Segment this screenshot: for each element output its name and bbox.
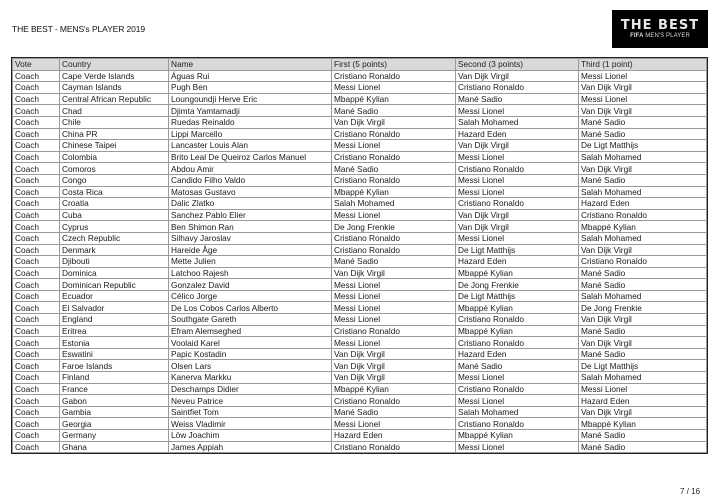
cell-country: Germany [60, 430, 169, 442]
cell-second: Messi Lionel [456, 186, 579, 198]
cell-third: Cristiano Ronaldo [579, 209, 707, 221]
cell-country: Eswatini [60, 348, 169, 360]
cell-name: Ruedas Reinaldo [169, 116, 332, 128]
cell-name: Efram Alemseghed [169, 325, 332, 337]
cell-vote: Coach [13, 395, 60, 407]
cell-name: Olsen Lars [169, 360, 332, 372]
cell-third: Salah Mohamed [579, 186, 707, 198]
table-row [13, 128, 707, 140]
cell-first: Messi Lionel [332, 209, 456, 221]
cell-second: Messi Lionel [456, 372, 579, 384]
cell-country: Chile [60, 116, 169, 128]
cell-vote: Coach [13, 372, 60, 384]
cell-vote: Coach [13, 406, 60, 418]
table-row [13, 198, 707, 210]
cell-first: Mané Sadio [332, 105, 456, 117]
cell-vote: Coach [13, 441, 60, 453]
logo-title: THE BEST [620, 17, 700, 33]
table-row [13, 256, 707, 268]
cell-vote: Coach [13, 82, 60, 94]
cell-first: Van Dijk Virgil [332, 372, 456, 384]
cell-second: De Ligt Matthijs [456, 290, 579, 302]
cell-third: Cristiano Ronaldo [579, 256, 707, 268]
cell-second: Hazard Eden [456, 128, 579, 140]
table-row [13, 360, 707, 372]
cell-first: Mané Sadio [332, 256, 456, 268]
table-row [13, 140, 707, 152]
table-row [13, 82, 707, 94]
table-row [13, 383, 707, 395]
cell-country: England [60, 314, 169, 326]
cell-second: De Jong Frenkie [456, 279, 579, 291]
cell-name: Sanchez Pablo Elier [169, 209, 332, 221]
cell-country: Dominican Republic [60, 279, 169, 291]
cell-second: Messi Lionel [456, 174, 579, 186]
cell-first: Messi Lionel [332, 290, 456, 302]
header-country: Country [60, 59, 169, 71]
table-row [13, 186, 707, 198]
cell-second: Cristiano Ronaldo [456, 314, 579, 326]
cell-second: Salah Mohamed [456, 406, 579, 418]
cell-first: Messi Lionel [332, 314, 456, 326]
cell-name: Matosas Gustavo [169, 186, 332, 198]
cell-name: Loungoundji Herve Eric [169, 93, 332, 105]
cell-second: Hazard Eden [456, 348, 579, 360]
cell-name: Lancaster Louis Alan [169, 140, 332, 152]
cell-country: Georgia [60, 418, 169, 430]
table-row [13, 337, 707, 349]
cell-name: Lippi Marcello [169, 128, 332, 140]
cell-vote: Coach [13, 174, 60, 186]
votes-table [12, 58, 707, 453]
cell-country: Faroe Islands [60, 360, 169, 372]
cell-first: Messi Lionel [332, 140, 456, 152]
cell-first: Cristiano Ronaldo [332, 128, 456, 140]
cell-vote: Coach [13, 198, 60, 210]
cell-country: Ghana [60, 441, 169, 453]
header-name: Name [169, 59, 332, 71]
cell-country: Cayman Islands [60, 82, 169, 94]
cell-third: Salah Mohamed [579, 372, 707, 384]
cell-first: Van Dijk Virgil [332, 267, 456, 279]
logo-mens-player: MEN'S PLAYER [645, 32, 690, 39]
cell-name: Silhavy Jaroslav [169, 232, 332, 244]
cell-name: Papic Kostadin [169, 348, 332, 360]
table-row [13, 290, 707, 302]
cell-second: Mané Sadio [456, 360, 579, 372]
table-row [13, 232, 707, 244]
cell-third: Mané Sadio [579, 430, 707, 442]
cell-name: Gonzalez David [169, 279, 332, 291]
cell-country: Eritrea [60, 325, 169, 337]
cell-second: Mbappé Kylian [456, 325, 579, 337]
cell-third: Van Dijk Virgil [579, 82, 707, 94]
cell-third: Mané Sadio [579, 174, 707, 186]
cell-vote: Coach [13, 325, 60, 337]
cell-second: Cristiano Ronaldo [456, 383, 579, 395]
cell-name: Neveu Patrice [169, 395, 332, 407]
table-row [13, 116, 707, 128]
cell-first: De Jong Frenkie [332, 221, 456, 233]
cell-vote: Coach [13, 151, 60, 163]
cell-country: Czech Republic [60, 232, 169, 244]
cell-first: Mbappé Kylian [332, 93, 456, 105]
cell-first: Cristiano Ronaldo [332, 151, 456, 163]
cell-first: Cristiano Ronaldo [332, 395, 456, 407]
cell-name: De Los Cobos Carlos Alberto [169, 302, 332, 314]
cell-second: Messi Lionel [456, 105, 579, 117]
cell-country: France [60, 383, 169, 395]
cell-name: Abdou Amir [169, 163, 332, 175]
cell-second: Mbappé Kylian [456, 430, 579, 442]
cell-third: De Ligt Matthijs [579, 360, 707, 372]
logo-fifa: FIFA [630, 32, 644, 39]
table-row [13, 93, 707, 105]
cell-second: De Ligt Matthijs [456, 244, 579, 256]
document-title: THE BEST - MENS's PLAYER 2019 [12, 24, 146, 34]
cell-third: Messi Lionel [579, 93, 707, 105]
cell-vote: Coach [13, 314, 60, 326]
cell-third: Mané Sadio [579, 267, 707, 279]
table-row [13, 406, 707, 418]
cell-country: Croatia [60, 198, 169, 210]
cell-vote: Coach [13, 383, 60, 395]
cell-first: Hazard Eden [332, 430, 456, 442]
cell-name: Dalic Zlatko [169, 198, 332, 210]
cell-name: Ben Shimon Ran [169, 221, 332, 233]
cell-third: Mané Sadio [579, 279, 707, 291]
cell-first: Messi Lionel [332, 82, 456, 94]
table-row [13, 441, 707, 453]
cell-vote: Coach [13, 360, 60, 372]
table-row [13, 163, 707, 175]
cell-vote: Coach [13, 348, 60, 360]
cell-country: Gabon [60, 395, 169, 407]
cell-third: Salah Mohamed [579, 151, 707, 163]
cell-name: Latchoo Rajesh [169, 267, 332, 279]
page-number: 7 / 16 [680, 487, 701, 496]
cell-first: Mbappé Kylian [332, 383, 456, 395]
cell-country: Chad [60, 105, 169, 117]
cell-name: Southgate Gareth [169, 314, 332, 326]
cell-second: Mbappé Kylian [456, 267, 579, 279]
table-row [13, 302, 707, 314]
cell-vote: Coach [13, 290, 60, 302]
cell-country: El Salvador [60, 302, 169, 314]
cell-third: Salah Mohamed [579, 232, 707, 244]
cell-vote: Coach [13, 279, 60, 291]
cell-vote: Coach [13, 140, 60, 152]
cell-second: Cristiano Ronaldo [456, 163, 579, 175]
table-row [13, 430, 707, 442]
table-row [13, 314, 707, 326]
cell-third: Van Dijk Virgil [579, 105, 707, 117]
cell-name: Löw Joachim [169, 430, 332, 442]
cell-vote: Coach [13, 302, 60, 314]
cell-second: Van Dijk Virgil [456, 70, 579, 82]
cell-first: Van Dijk Virgil [332, 360, 456, 372]
cell-country: Dominica [60, 267, 169, 279]
cell-second: Cristiano Ronaldo [456, 82, 579, 94]
cell-second: Salah Mohamed [456, 116, 579, 128]
cell-country: China PR [60, 128, 169, 140]
cell-third: Mané Sadio [579, 441, 707, 453]
cell-country: Denmark [60, 244, 169, 256]
cell-second: Mbappé Kylian [456, 302, 579, 314]
cell-third: Mané Sadio [579, 116, 707, 128]
cell-vote: Coach [13, 70, 60, 82]
cell-second: Messi Lionel [456, 395, 579, 407]
cell-vote: Coach [13, 267, 60, 279]
cell-first: Van Dijk Virgil [332, 348, 456, 360]
cell-first: Messi Lionel [332, 337, 456, 349]
cell-first: Cristiano Ronaldo [332, 232, 456, 244]
cell-first: Mané Sadio [332, 163, 456, 175]
table-row [13, 244, 707, 256]
cell-country: Costa Rica [60, 186, 169, 198]
cell-country: Chinese Taipei [60, 140, 169, 152]
cell-third: Messi Lionel [579, 383, 707, 395]
cell-country: Colombia [60, 151, 169, 163]
cell-country: Cyprus [60, 221, 169, 233]
votes-table-container [11, 57, 708, 454]
cell-vote: Coach [13, 430, 60, 442]
cell-second: Cristiano Ronaldo [456, 198, 579, 210]
cell-vote: Coach [13, 163, 60, 175]
cell-country: Djibouti [60, 256, 169, 268]
table-row [13, 325, 707, 337]
cell-third: Van Dijk Virgil [579, 244, 707, 256]
cell-country: Congo [60, 174, 169, 186]
header-second: Second (3 points) [456, 59, 579, 71]
cell-vote: Coach [13, 128, 60, 140]
cell-vote: Coach [13, 105, 60, 117]
cell-second: Van Dijk Virgil [456, 221, 579, 233]
cell-second: Hazard Eden [456, 256, 579, 268]
cell-third: Mané Sadio [579, 128, 707, 140]
cell-second: Van Dijk Virgil [456, 140, 579, 152]
cell-vote: Coach [13, 244, 60, 256]
logo-subtitle [630, 32, 690, 40]
cell-third: Van Dijk Virgil [579, 314, 707, 326]
cell-third: Messi Lionel [579, 70, 707, 82]
cell-first: Cristiano Ronaldo [332, 441, 456, 453]
cell-vote: Coach [13, 209, 60, 221]
cell-second: Mané Sadio [456, 93, 579, 105]
cell-third: De Ligt Matthijs [579, 140, 707, 152]
table-body [13, 70, 707, 453]
cell-name: Deschamps Didier [169, 383, 332, 395]
table-row [13, 151, 707, 163]
cell-name: Weiss Vladimir [169, 418, 332, 430]
cell-first: Cristiano Ronaldo [332, 325, 456, 337]
cell-first: Messi Lionel [332, 418, 456, 430]
cell-first: Mbappé Kylian [332, 186, 456, 198]
table-row [13, 418, 707, 430]
cell-first: Messi Lionel [332, 279, 456, 291]
cell-country: Ecuador [60, 290, 169, 302]
cell-name: Hareide Åge [169, 244, 332, 256]
cell-name: Candido Filho Valdo [169, 174, 332, 186]
cell-vote: Coach [13, 256, 60, 268]
cell-vote: Coach [13, 232, 60, 244]
cell-first: Cristiano Ronaldo [332, 70, 456, 82]
table-row [13, 221, 707, 233]
cell-country: Estonia [60, 337, 169, 349]
cell-name: Águas Rui [169, 70, 332, 82]
cell-country: Gambia [60, 406, 169, 418]
table-header-row [13, 59, 707, 71]
cell-third: Mbappé Kylian [579, 221, 707, 233]
header-first: First (5 points) [332, 59, 456, 71]
header-third: Third (1 point) [579, 59, 707, 71]
cell-name: Djimta Yamtamadji [169, 105, 332, 117]
cell-third: Van Dijk Virgil [579, 163, 707, 175]
header-vote: Vote [13, 59, 60, 71]
cell-third: De Jong Frenkie [579, 302, 707, 314]
cell-name: James Appiah [169, 441, 332, 453]
the-best-logo [612, 10, 708, 48]
cell-vote: Coach [13, 221, 60, 233]
cell-third: Mané Sadio [579, 348, 707, 360]
table-row [13, 348, 707, 360]
cell-country: Comoros [60, 163, 169, 175]
cell-vote: Coach [13, 418, 60, 430]
cell-third: Van Dijk Virgil [579, 406, 707, 418]
cell-name: Brito Leal De Queiroz Carlos Manuel [169, 151, 332, 163]
cell-first: Salah Mohamed [332, 198, 456, 210]
cell-second: Messi Lionel [456, 232, 579, 244]
cell-name: Pugh Ben [169, 82, 332, 94]
cell-third: Van Dijk Virgil [579, 337, 707, 349]
cell-name: Voolaid Karel [169, 337, 332, 349]
cell-first: Cristiano Ronaldo [332, 244, 456, 256]
cell-first: Mané Sadio [332, 406, 456, 418]
cell-third: Mbappé Kylian [579, 418, 707, 430]
cell-first: Van Dijk Virgil [332, 116, 456, 128]
cell-third: Hazard Eden [579, 395, 707, 407]
cell-country: Finland [60, 372, 169, 384]
cell-second: Cristiano Ronaldo [456, 337, 579, 349]
cell-vote: Coach [13, 337, 60, 349]
table-row [13, 105, 707, 117]
cell-second: Messi Lionel [456, 441, 579, 453]
table-row [13, 279, 707, 291]
table-row [13, 372, 707, 384]
cell-third: Salah Mohamed [579, 290, 707, 302]
cell-second: Van Dijk Virgil [456, 209, 579, 221]
table-row [13, 209, 707, 221]
cell-first: Cristiano Ronaldo [332, 174, 456, 186]
cell-vote: Coach [13, 93, 60, 105]
cell-third: Hazard Eden [579, 198, 707, 210]
cell-third: Mané Sadio [579, 325, 707, 337]
cell-vote: Coach [13, 116, 60, 128]
table-row [13, 267, 707, 279]
cell-name: Mette Julien [169, 256, 332, 268]
cell-first: Messi Lionel [332, 302, 456, 314]
table-row [13, 174, 707, 186]
cell-vote: Coach [13, 186, 60, 198]
cell-name: Kanerva Markku [169, 372, 332, 384]
cell-country: Central African Republic [60, 93, 169, 105]
table-row [13, 395, 707, 407]
cell-name: Saintfiet Tom [169, 406, 332, 418]
cell-name: Célico Jorge [169, 290, 332, 302]
cell-second: Messi Lionel [456, 151, 579, 163]
cell-second: Cristiano Ronaldo [456, 418, 579, 430]
cell-country: Cuba [60, 209, 169, 221]
table-row [13, 70, 707, 82]
cell-country: Cape Verde Islands [60, 70, 169, 82]
